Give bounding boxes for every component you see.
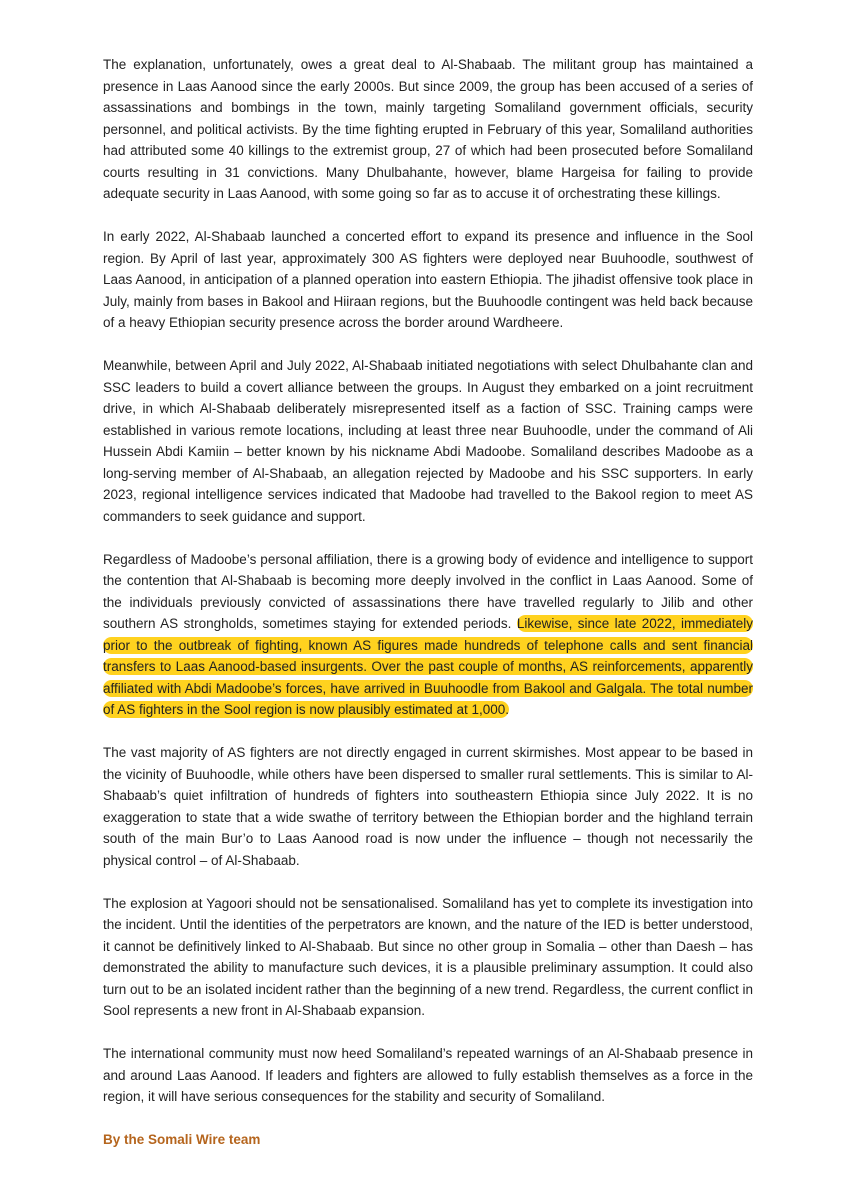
paragraph-7: The international community must now heed Somaliland’s repeated warnings of an Al-Shabaab presence in and around Laas Aanood. If leaders and fighters are allowed to fully establish themselves as a force in the region, it will have serious consequences for the stability and security of Somaliland. xyxy=(103,1046,753,1104)
paragraph-4 xyxy=(103,549,753,721)
paragraph-5: The vast majority of AS fighters are not directly engaged in current skirmishes. Most appear to be based in the vicinity of Buuhoodle, while others have been dispersed to smaller rural settlements. This is similar to Al-Shabaab’s quiet infiltration of hundreds of fighters into southeastern Ethiopia since July 2022. It is no exaggeration to state that a wide swathe of territory between the Ethiopian border and the highland terrain south of the main Bur’o to Laas Aanood road is now under the influence – though not necessarily the physical control – of Al-Shabaab. xyxy=(103,745,753,868)
paragraph-1: The explanation, unfortunately, owes a great deal to Al-Shabaab. The militant group has maintained a presence in Laas Aanood since the early 2000s. But since 2009, the group has been accused of a series of assassinations and bombings in the town, mainly targeting Somaliland government officials, security personnel, and political activists. By the time fighting erupted in February of this year, Somaliland authorities had attributed some 40 killings to the extremist group, 27 of which had been prosecuted before Somaliland courts resulting in 31 convictions. Many Dhulbahante, however, blame Hargeisa for failing to provide adequate security in Laas Aanood, with some going so far as to accuse it of orchestrating these killings. xyxy=(103,57,753,201)
paragraph-6: The explosion at Yagoori should not be sensationalised. Somaliland has yet to complete its investigation into the incident. Until the identities of the perpetrators are known, and the nature of the IED is better understood, it cannot be definitively linked to Al-Shabaab. But since no other group in Somalia – other than Daesh – has demonstrated the ability to manufacture such devices, it is a plausible preliminary assumption. It could also turn out to be an isolated incident rather than the beginning of a new trend. Regardless, the current conflict in Sool represents a new front in Al-Shabaab expansion. xyxy=(103,895,753,1018)
highlighted-passage: Likewise, since late 2022, immediately prior to the outbreak of fighting, known AS figures made hundreds of telephone calls and sent financial transfers to Laas Aanood-based insurgents. Over the past couple of months, AS reinforcements, apparently affiliated with Abdi Madoobe’s forces, have arrived in Buuhoodle from Bakool and Galgala. The total number of AS fighters in the Sool region is now plausibly estimated at 1,000. xyxy=(103,616,753,717)
paragraph-4-text: Regardless of Madoobe’s personal affiliation, there is a growing body of evidence and intelligence to support the contention that Al-Shabaab is becoming more deeply involved in the conflict in Laas Aanood. Some of the individuals previously convicted of assassinations there have travelled regularly to Jilib and other southern AS strongholds, sometimes staying for extended periods. xyxy=(103,551,753,631)
byline: By the Somali Wire team xyxy=(103,1132,261,1147)
document-body xyxy=(103,54,753,1172)
paragraph-3: Meanwhile, between April and July 2022, Al-Shabaab initiated negotiations with select Dhulbahante clan and SSC leaders to build a covert alliance between the groups. In August they embarked on a joint recruitment drive, in which Al-Shabaab deliberately misrepresented itself as a faction of SSC. Training camps were established in various remote locations, including at least three near Buuhoodle, under the command of Ali Hussein Abdi Kamiin – better known by his nickname Abdi Madoobe. Somaliland describes Madoobe as a long-serving member of Al-Shabaab, an allegation rejected by Madoobe and his SSC supporters. In early 2023, regional intelligence services indicated that Madoobe had travelled to the Bakool region to meet AS commanders to seek guidance and support. xyxy=(103,358,753,524)
paragraph-2: In early 2022, Al-Shabaab launched a concerted effort to expand its presence and influence in the Sool region. By April of last year, approximately 300 AS fighters were deployed near Buuhoodle, southwest of Laas Aanood, in anticipation of a planned operation into eastern Ethiopia. The jihadist offensive took place in July, mainly from bases in Bakool and Hiiraan regions, but the Buuhoodle contingent was held back because of a heavy Ethiopian security presence across the border around Wardheere. xyxy=(103,229,753,330)
